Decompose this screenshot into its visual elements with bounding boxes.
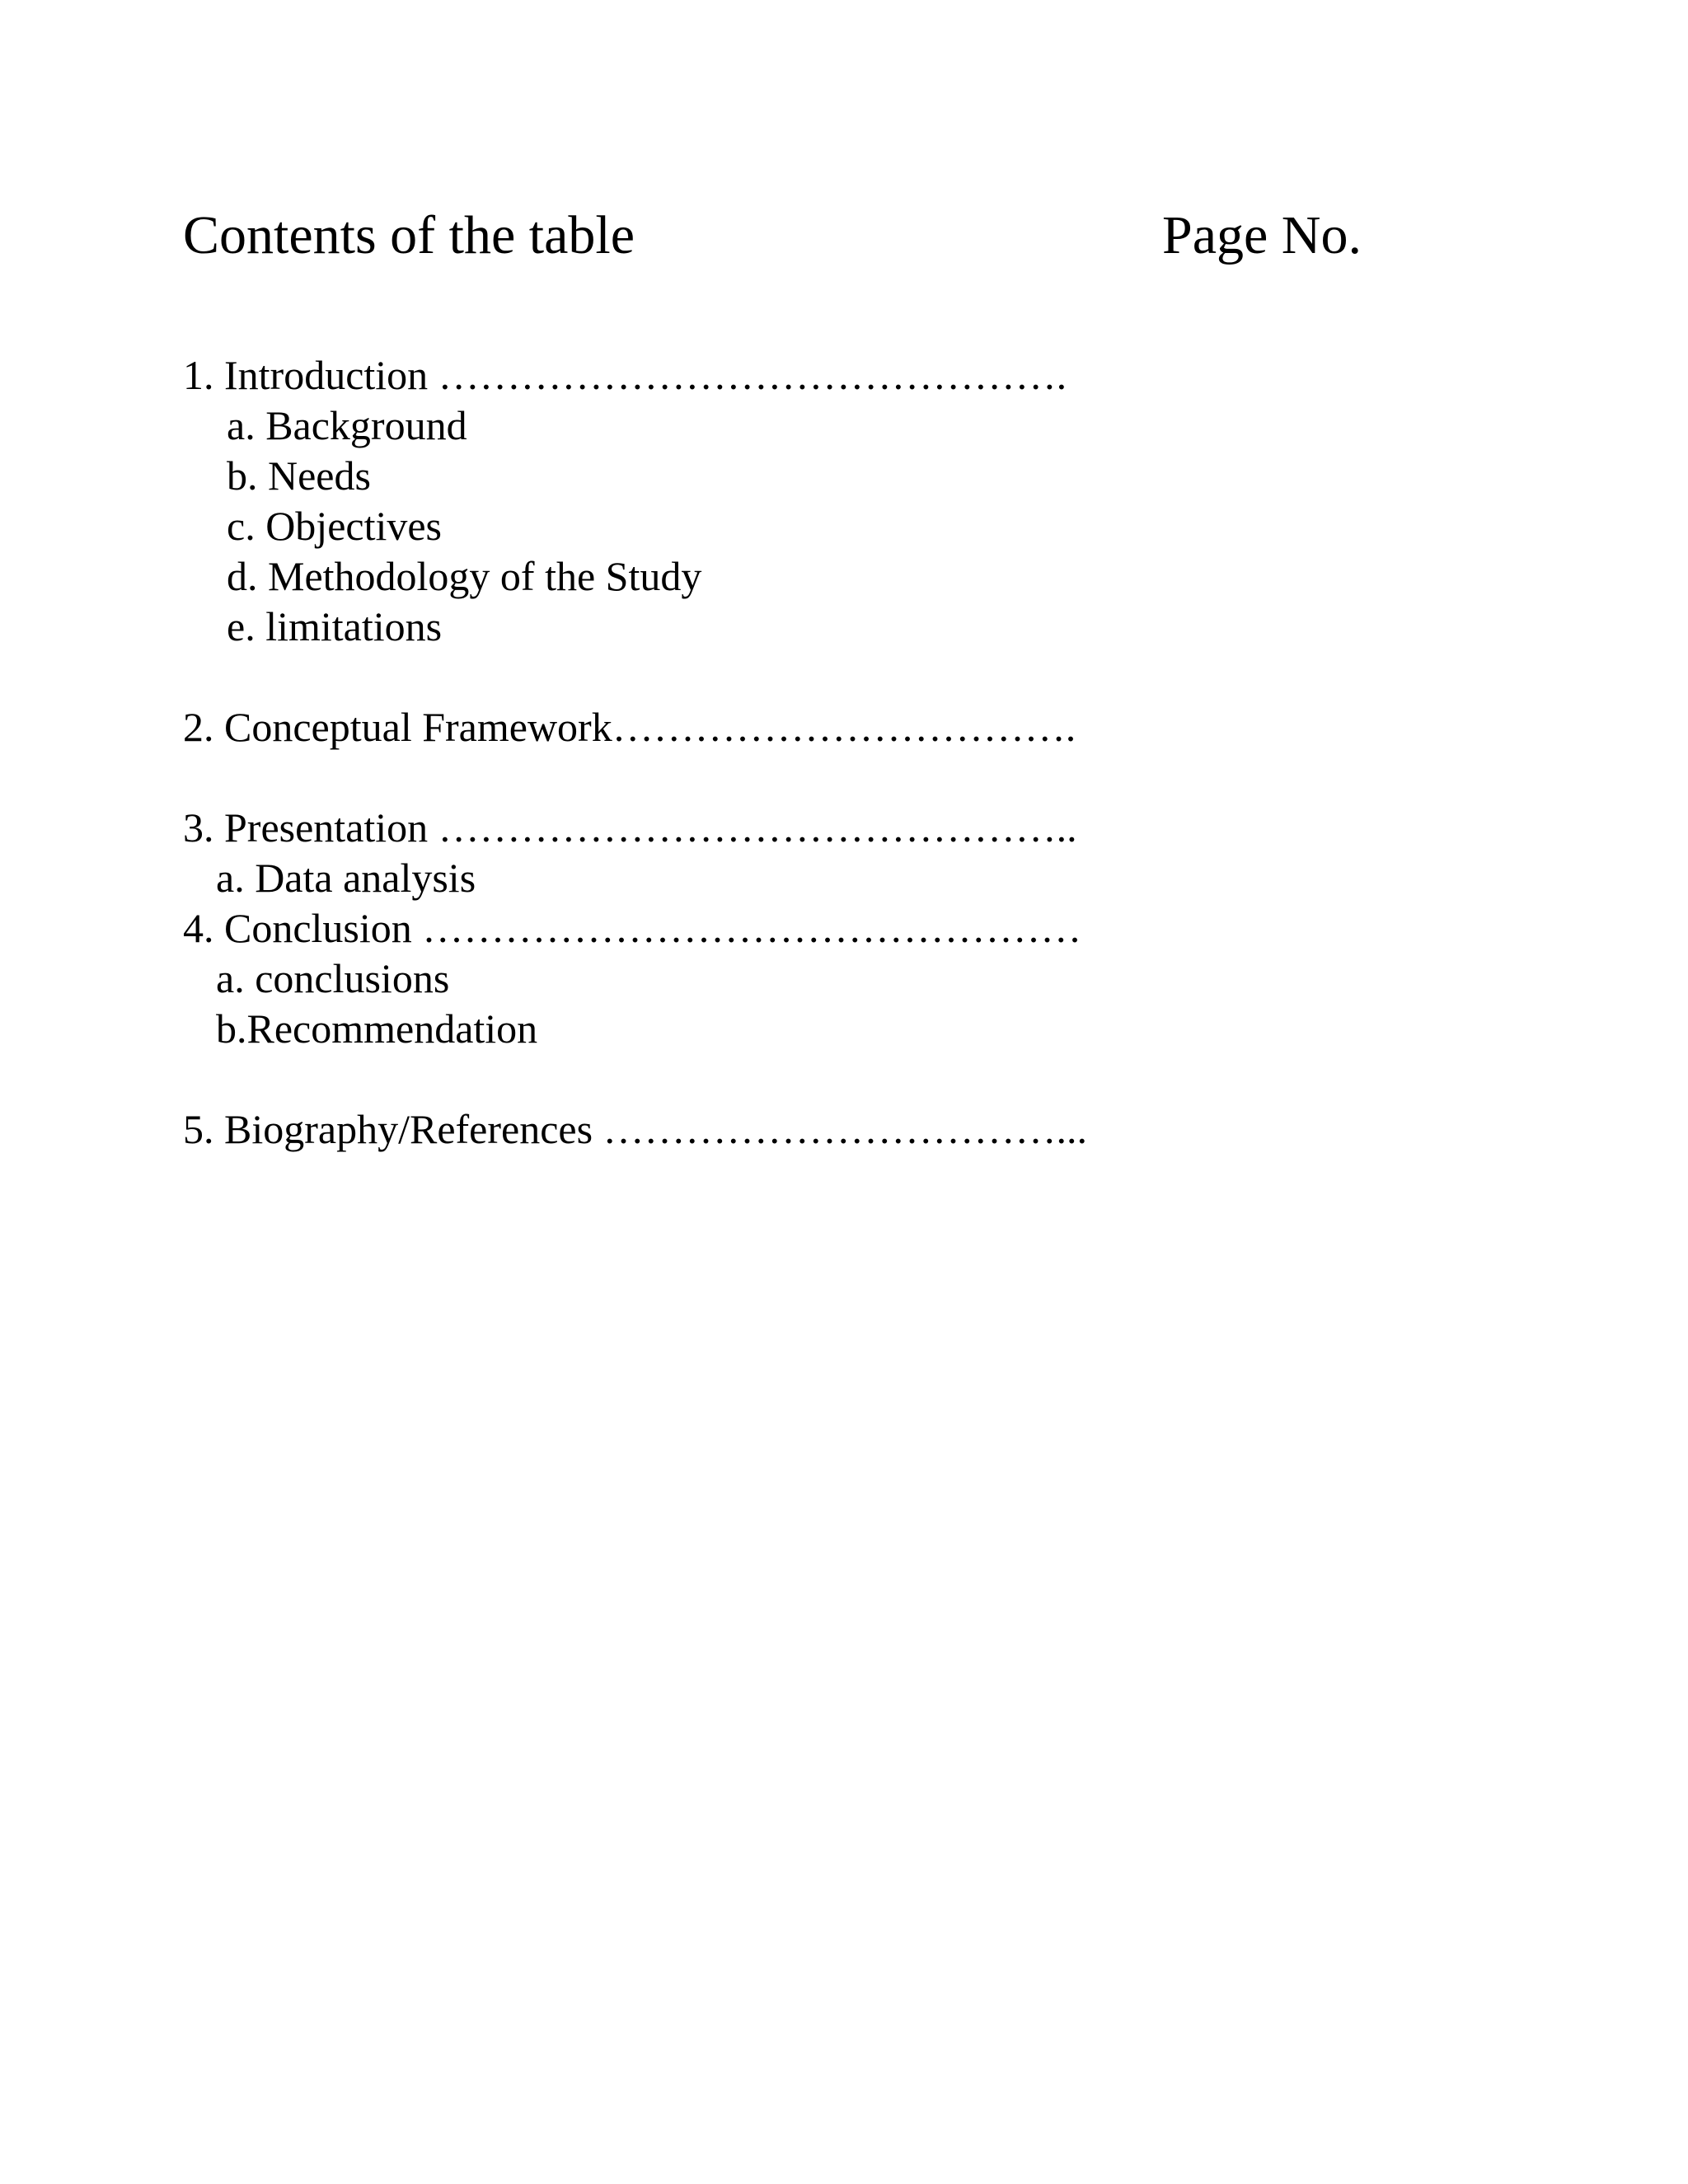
toc-entry-biography-references: 5. Biography/References ……………………………...	[183, 1106, 1088, 1152]
table-of-contents	[183, 350, 1502, 1155]
toc-subentry-conclusions: a. conclusions	[216, 955, 450, 1001]
toc-heading	[183, 203, 1395, 269]
toc-subentry-recommendation: b.Recommendation	[216, 1005, 538, 1052]
toc-entry-presentation: 3. Presentation ………………………………………..	[183, 804, 1077, 851]
toc-spacer	[183, 752, 1502, 803]
toc-subentry-methodology: d. Methodology of the Study	[227, 553, 702, 599]
toc-spacer	[183, 1054, 1502, 1104]
toc-title: Contents of the table	[183, 205, 635, 265]
toc-entry-conclusion: 4. Conclusion …………………………………………	[183, 905, 1082, 951]
toc-subentry-limitations: e. limitations	[227, 603, 443, 649]
toc-subentry-background: a. Background	[227, 402, 467, 448]
toc-subentry-needs: b. Needs	[227, 452, 371, 499]
toc-subentry-objectives: c. Objectives	[227, 503, 443, 549]
toc-entry-introduction: 1. Introduction ……………………………………….	[183, 352, 1067, 398]
toc-entry-conceptual-framework: 2. Conceptual Framework…………………………….	[183, 704, 1076, 750]
toc-spacer	[183, 652, 1502, 702]
page-no-label: Page No.	[1162, 205, 1362, 265]
toc-subentry-data-analysis: a. Data analysis	[216, 855, 476, 901]
